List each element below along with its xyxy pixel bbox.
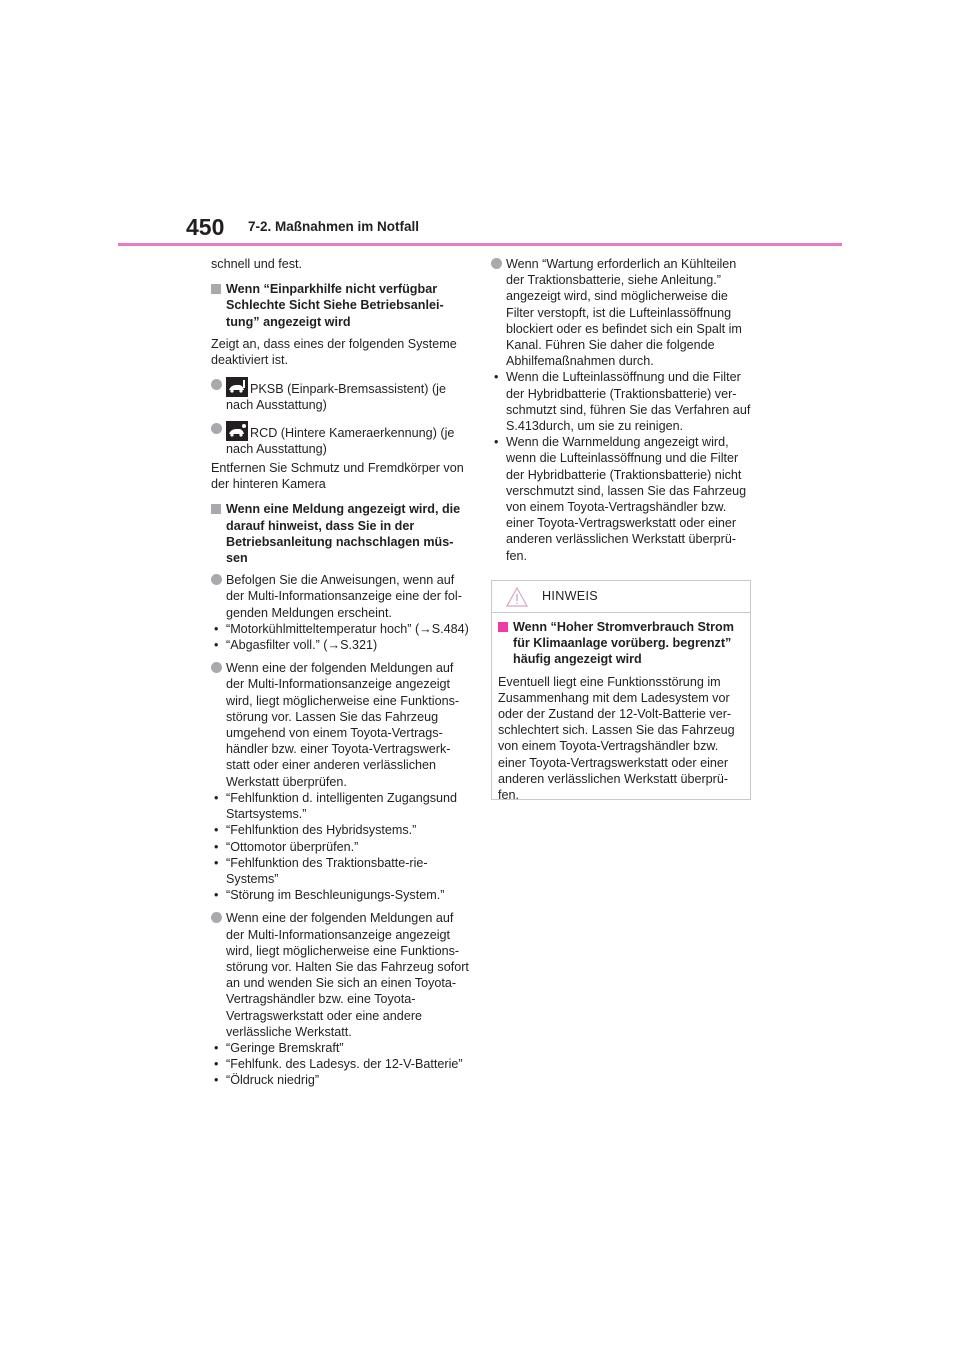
bullet-dot-icon [211, 662, 222, 673]
notice-box [491, 580, 751, 803]
notice-label: HINWEIS [542, 589, 598, 603]
page-header [0, 0, 960, 250]
list-item: • “Öldruck niedrig” [214, 1073, 320, 1088]
list-item: • Wenn die Warnmeldung angezeigt wird, wenn die Lufteinlassöffnung und die Filter der Hybridbatterie (Traktionsbatterie) nicht verschmutzt sind, lassen Sie das Fahrzeug von einem Toyota-Vertragshändler bzw. einer Toyota-Vertragswerkstatt oder einer anderen verlässlichen Werkstatt überprü-fen. [494, 435, 747, 563]
heading-manual-message: Wenn eine Meldung angezeigt wird, die darauf hinweist, dass Sie in der Betriebsanleitung nachschlagen müs-sen [211, 501, 469, 566]
list-item: • “Fehlfunktion des Traktionsbatte-rie-Systems” [214, 855, 428, 886]
list-item: • “Ottomotor überprüfen.” [214, 839, 359, 854]
bullet-dot-icon [211, 574, 222, 585]
bullet-dot-icon [211, 423, 222, 434]
parking-car-icon [226, 377, 248, 397]
list-item: • “Fehlfunktion des Hybridsystems.” [214, 823, 417, 838]
list-item: • “Störung im Beschleunigungs-System.” [214, 888, 445, 903]
list-item: • Wenn die Lufteinlassöffnung und die Filter der Hybridbatterie (Traktionsbatterie) ver-schmutzt sind, führen Sie das Verfahren auf S.413durch, um sie zu reinigen. [494, 370, 751, 434]
bullet-dot-icon [211, 379, 222, 390]
heading-parking-aid: Wenn “Einparkhilfe nicht verfügbar Schlechte Sicht Siehe Betriebsanlei-tung” angezeigt wird [211, 281, 469, 330]
warning-triangle-icon [506, 587, 528, 607]
square-marker-icon [211, 284, 221, 294]
bullet-stop-immediately: Wenn eine der folgenden Meldungen auf der Multi-Informationsanzeige angezeigt wird, liegt möglicherweise eine Funktions-störung vor. Halten Sie das Fahrzeug sofort an und wenden Sie sich an einen Toyota-Vertragshändler bzw. eine Toyota-Vertragswerkstatt oder eine andere verlässliche Werkstatt. [211, 910, 469, 1040]
bullet-battery-cooling: Wenn “Wartung erforderlich an Kühlteilen der Traktionsbatterie, siehe Anleitung.” angezeigt wird, sind möglicherweise die Filter verstopft, ist die Lufteinlassöffnung blockiert oder es befindet sich ein Spalt im Kanal. Führen Sie daher die folgende Abhilfemaßnahmen durch. [491, 256, 753, 369]
notice-heading: Wenn “Hoher Stromverbrauch Strom für Klimaanlage vorüberg. begrenzt” häufig angezeigt wird [498, 619, 742, 668]
bullet-rcd: RCD (Hintere Kameraerkennung) (je nach Ausstattung) [211, 421, 469, 457]
notice-body [492, 613, 750, 803]
list-item: • “Fehlfunktion d. intelligenten Zugangsund Startsystems.” [214, 790, 458, 822]
paragraph-camera: Entfernen Sie Schmutz und Fremdkörper von der hinteren Kamera [211, 461, 464, 492]
bullet-dot-icon [491, 258, 502, 269]
intro-text: schnell und fest. [211, 257, 303, 271]
rear-camera-car-icon [226, 421, 248, 441]
section-title: 7-2. Maßnahmen im Notfall [248, 219, 420, 234]
list-item: • “Abgasfilter voll.” (→S.321) [214, 638, 378, 653]
square-marker-icon [211, 504, 221, 514]
list-item: • “Motorkühlmitteltemperatur hoch” (→S.484) [214, 621, 469, 636]
bullet-pksb: PKSB (Einpark-Bremsassistent) (je nach Ausstattung) [211, 377, 469, 413]
header-rule [118, 243, 842, 246]
notice-header [492, 581, 750, 613]
notice-text: Eventuell liegt eine Funktionsstörung im Zusammenhang mit dem Ladesystem vor oder der Zustand der 12-Volt-Batterie ver-schlechtert sich. Lassen Sie das Fahrzeug von einem Toyota-Vertragshändler bzw. einer Toyota-Vertragswerkstatt oder einer anderen verlässlichen Werkstatt überprü-fen. [498, 674, 735, 803]
square-marker-icon [498, 622, 508, 632]
right-column [491, 256, 753, 564]
bullet-dot-icon [211, 912, 222, 923]
bullet-follow-instructions: Befolgen Sie die Anweisungen, wenn auf der Multi-Informationsanzeige eine der fol-genden Meldungen erscheint. [211, 572, 469, 621]
bullet-malfunction-check: Wenn eine der folgenden Meldungen auf der Multi-Informationsanzeige angezeigt wird, liegt möglicherweise eine Funktions-störung vor. Lassen Sie das Fahrzeug umgehend von einem Toyota-Vertrags-händler bzw. einer Toyota-Vertragswerk-statt oder einer anderen verlässlichen Werkstatt überprüfen. [211, 660, 469, 790]
list-item: • “Geringe Bremskraft” [214, 1040, 344, 1055]
page-number: 450 [186, 214, 225, 240]
left-column [211, 256, 469, 1089]
paragraph-systems: Zeigt an, dass eines der folgenden Systeme deaktiviert ist. [211, 336, 457, 368]
list-item: • “Fehlfunk. des Ladesys. der 12-V-Batterie” [214, 1057, 463, 1072]
